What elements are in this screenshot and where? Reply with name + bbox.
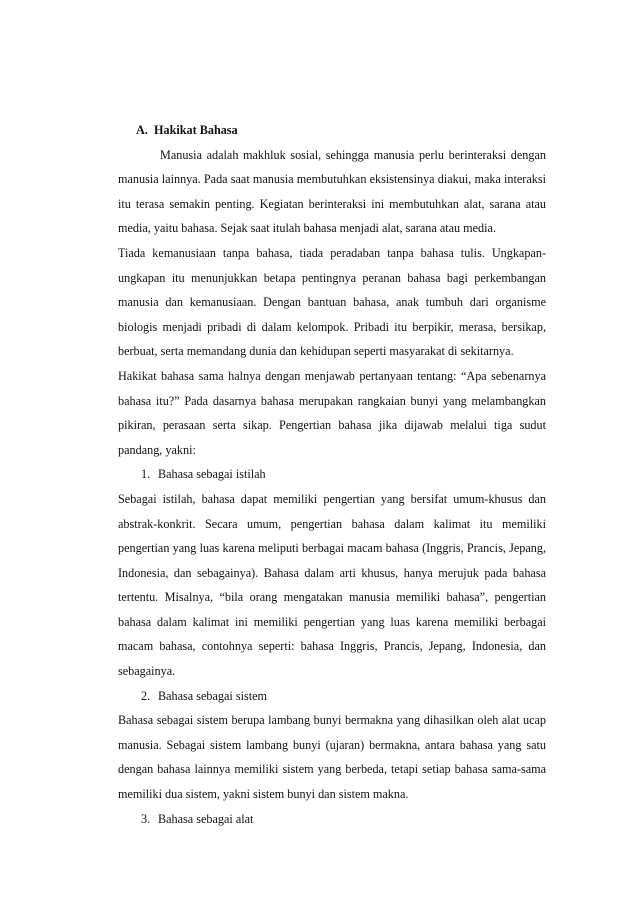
paragraph-intro: Manusia adalah makhluk sosial, sehingga manusia perlu berinteraksi dengan manusia lainnya. Pada saat manusia membutuhkan eksistensinya diakui, maka interaksi itu terasa semakin penting. Kegiatan berinteraksi ini membutuhkan alat, sarana atau media, yaitu bahasa. Sejak saat itulah bahasa menjadi alat, sarana atau media. <box>118 147 546 236</box>
paragraph-definition: Hakikat bahasa sama halnya dengan menjawab pertanyaan tentang: “Apa sebenarnya bahasa itu?” Pada dasarnya bahasa merupakan rangkaian bunyi yang melambangkan pikiran, perasaan serta sikap. Pengertian bahasa jika dijawab melalui tiga sudut pandang, yakni: <box>118 368 546 457</box>
subsection-body-1: Sebagai istilah, bahasa dapat memiliki pengertian yang bersifat umum-khusus dan abstrak-konkrit. Secara umum, pengertian bahasa dalam kalimat itu memiliki pengertian yang luas karena meliputi berbagai macam bahasa (Inggris, Prancis, Jepang, Indonesia, dan sebagainya). Bahasa dalam arti khusus, hanya merujuk pada bahasa tertentu. Misalnya, “bila orang mengatakan manusia memiliki bahasa”, pengertian bahasa dalam kalimat ini memiliki pengertian yang luas karena memiliki berbagai macam bahasa, contohnya seperti: bahasa Inggris, Prancis, Jepang, Indonesia, dan sebagainya. <box>118 491 546 679</box>
section-heading <box>118 118 546 143</box>
subsection-number: 1. <box>141 467 151 482</box>
subsection-heading-1 <box>118 462 546 487</box>
paragraph-importance: Tiada kemanusiaan tanpa bahasa, tiada peradaban tanpa bahasa tulis. Ungkapan-ungkapan itu menunjukkan betapa pentingnya peranan bahasa bagi perkembangan manusia dan kemanusiaan. Dengan bantuan bahasa, anak tumbuh dari organisme biologis menjadi pribadi di dalam kelompok. Pribadi itu berpikir, merasa, bersikap, berbuat, serta memandang dunia dan kehidupan seperti masyarakat di sekitarnya. <box>118 245 546 359</box>
subsection-number: 3. <box>141 811 151 826</box>
subsection-title: Bahasa sebagai alat <box>158 811 254 826</box>
subsection-title: Bahasa sebagai istilah <box>158 467 266 482</box>
subsection-title: Bahasa sebagai sistem <box>158 688 267 703</box>
heading-title: Hakikat Bahasa <box>154 123 238 137</box>
subsection-heading-2 <box>118 684 546 709</box>
heading-marker: A. <box>136 123 148 137</box>
subsection-number: 2. <box>141 688 151 703</box>
subsection-heading-3 <box>118 807 546 832</box>
subsection-body-2: Bahasa sebagai sistem berupa lambang bunyi bermakna yang dihasilkan oleh alat ucap manusia. Sebagai sistem lambang bunyi (ujaran) bermakna, antara bahasa yang satu dengan bahasa lainnya memiliki sistem yang berbeda, tetapi setiap bahasa sama-sama memiliki dua sistem, yakni sistem bunyi dan sistem makna. <box>118 713 546 802</box>
document-body <box>118 118 546 831</box>
